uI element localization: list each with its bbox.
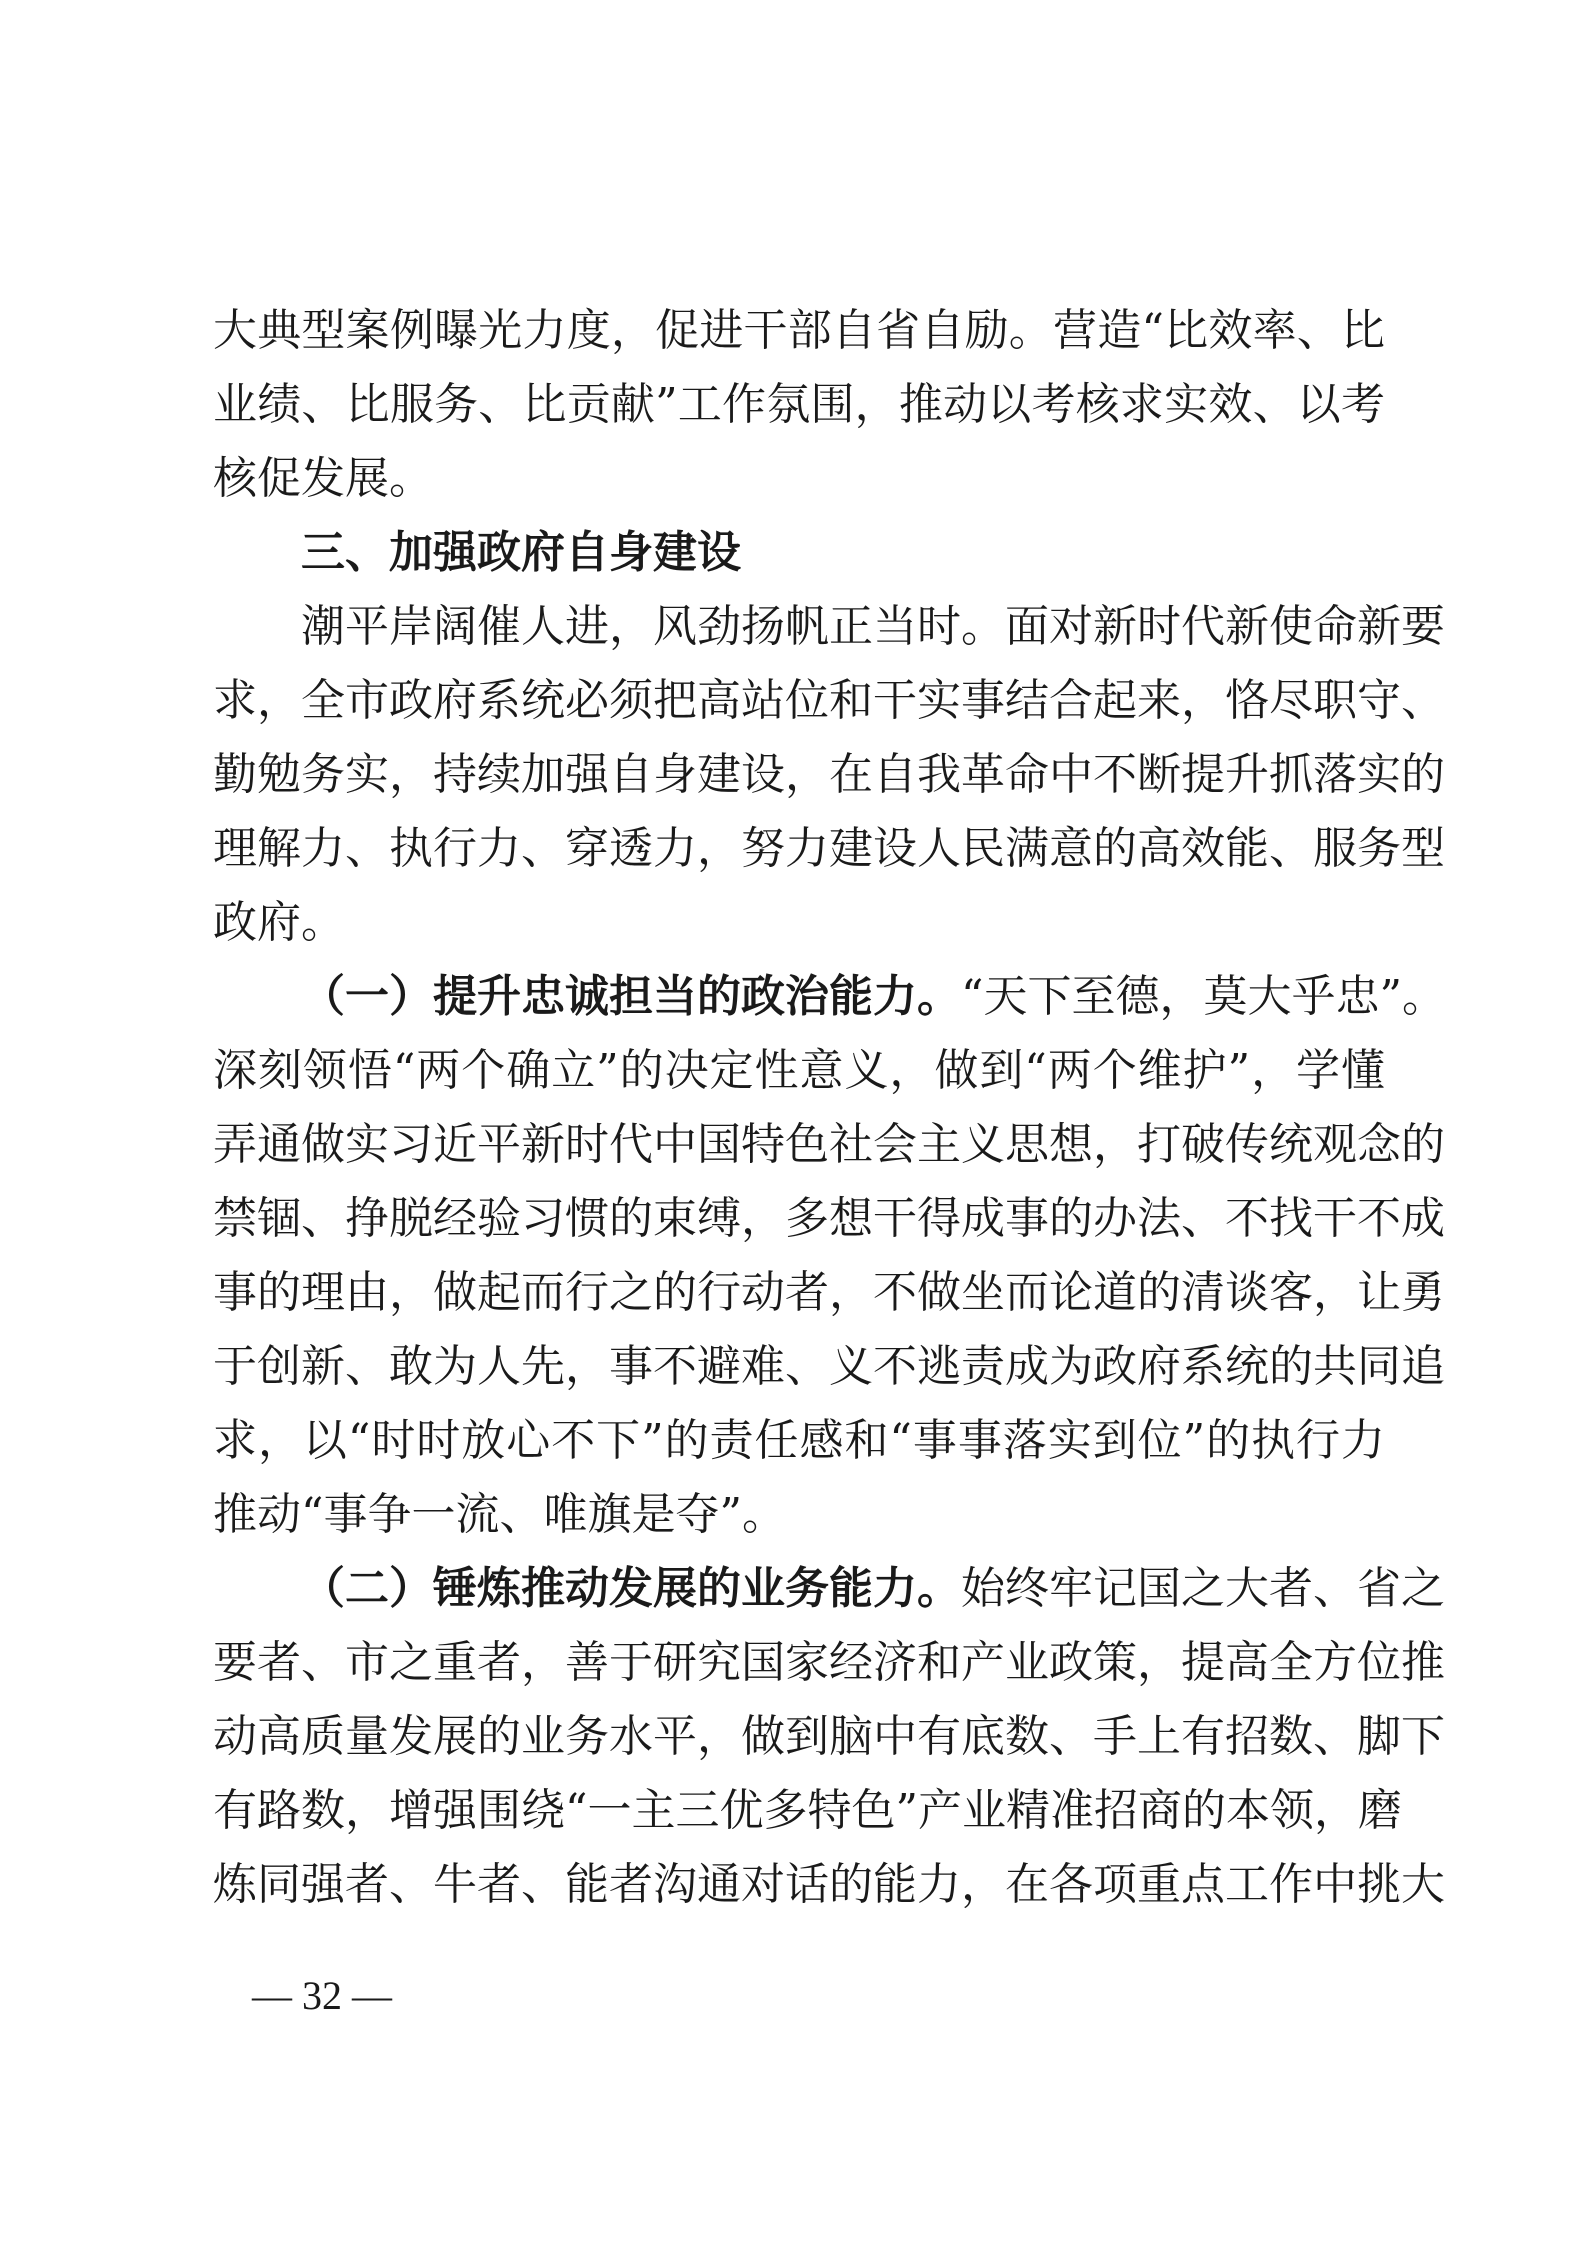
body-line: 勤勉务实，持续加强自身建设，在自我革命中不断提升抓落实的 (213, 749, 1445, 800)
body-line: 推动“事争一流、唯旗是夺”。 (213, 1489, 786, 1540)
body-line: 于创新、敢为人先，事不避难、义不逃责成为政府系统的共同追 (213, 1341, 1445, 1392)
body-line: 政府。 (213, 897, 345, 948)
body-line: 核促发展。 (213, 453, 433, 504)
body-line: 动高质量发展的业务水平，做到脑中有底数、手上有招数、脚下 (213, 1711, 1445, 1762)
body-line: 深刻领悟“两个确立”的决定性意义，做到“两个维护”，学懂 (213, 1045, 1385, 1096)
paragraph-first-line (213, 1552, 1445, 1626)
page-number: — 32 — (252, 1973, 392, 2018)
subsection-heading: （一）提升忠诚担当的政治能力。 (301, 971, 961, 1022)
body-text: “天下至德，莫大乎忠”。 (961, 971, 1446, 1022)
body-text: 始终牢记国之大者、省之 (961, 1563, 1445, 1614)
body-line: 大典型案例曝光力度，促进干部自省自励。营造“比效率、比 (213, 305, 1385, 356)
body-line: 事的理由，做起而行之的行动者，不做坐而论道的清谈客，让勇 (213, 1267, 1445, 1318)
subsection-heading: （二）锤炼推动发展的业务能力。 (301, 1563, 961, 1614)
body-line: 理解力、执行力、穿透力，努力建设人民满意的高效能、服务型 (213, 823, 1445, 874)
body-line: 有路数，增强围绕“一主三优多特色”产业精准招商的本领，磨 (213, 1785, 1402, 1836)
document-body (213, 294, 1446, 1922)
body-line: 求，全市政府系统必须把高站位和干实事结合起来，恪尽职守、 (213, 675, 1445, 726)
body-line: 求，以“时时放心不下”的责任感和“事事落实到位”的执行力 (213, 1415, 1385, 1466)
body-line: 要者、市之重者，善于研究国家经济和产业政策，提高全方位推 (213, 1637, 1445, 1688)
body-line: 炼同强者、牛者、能者沟通对话的能力，在各项重点工作中挑大 (213, 1859, 1445, 1910)
paragraph-first-line (213, 960, 1446, 1034)
body-line: 潮平岸阔催人进，风劲扬帆正当时。面对新时代新使命新要 (301, 601, 1445, 652)
section-heading: 三、加强政府自身建设 (301, 527, 741, 578)
body-line: 业绩、比服务、比贡献”工作氛围，推动以考核求实效、以考 (213, 379, 1385, 430)
body-line: 禁锢、挣脱经验习惯的束缚，多想干得成事的办法、不找干不成 (213, 1193, 1445, 1244)
body-line: 弄通做实习近平新时代中国特色社会主义思想，打破传统观念的 (213, 1119, 1445, 1170)
